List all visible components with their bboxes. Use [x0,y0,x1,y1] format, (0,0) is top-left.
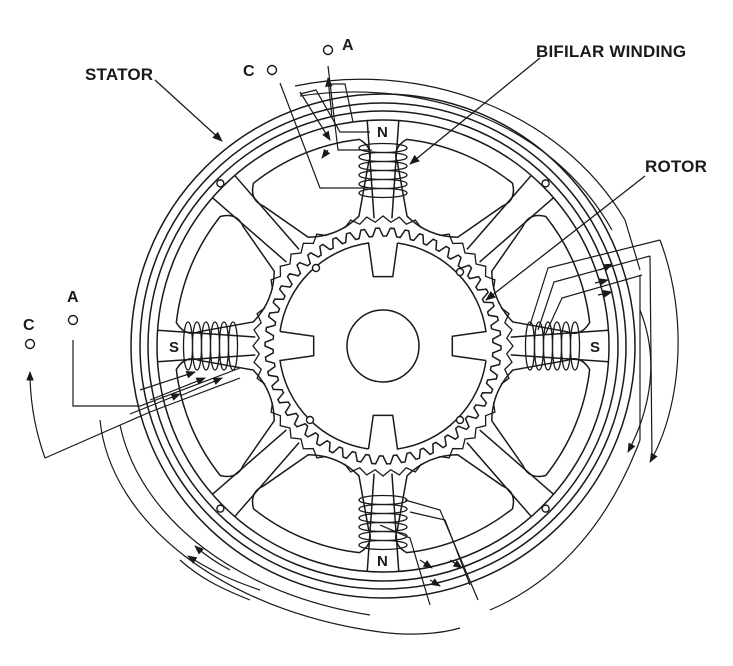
coil-turn [359,532,407,541]
stator-pole-edge [467,175,531,249]
bifilar-winding-label: BIFILAR WINDING [536,42,687,61]
rotor-shaft [347,310,419,382]
terminal-top-a-label: A [342,37,354,54]
rotor-hole [307,417,314,424]
rotor-hole [313,265,320,272]
stator-pole-edge [235,175,299,249]
coil-turn [359,144,407,153]
rotor-hole [457,269,464,276]
coil-turn [193,322,202,370]
rotor-label: ROTOR [645,157,708,176]
coil-turn [359,496,407,505]
coil-turn [562,322,571,370]
stator-hole [542,505,549,512]
stator-pole-edge [235,443,299,517]
pole-label-top: N [377,124,388,141]
rotor-teeth [265,228,501,464]
stator-pole-edge [212,430,286,494]
stator-slot [492,359,590,477]
terminal-left-c [26,340,35,349]
rotor-hole [457,417,464,424]
stator-slot [396,139,514,237]
stator-tooth-ridge [439,402,495,458]
bifilar-leader [410,58,540,164]
stator-slot [176,359,274,477]
stator-tooth-ridge [439,234,495,290]
stator-tooth-ridges [253,216,513,476]
stator-leader [155,80,222,141]
pole-label-left: S [169,339,180,356]
terminal-left-c-label: C [23,317,35,334]
terminal-top-c [268,66,277,75]
stator-pole-edge [467,443,531,517]
coil-turn [359,189,407,198]
stator-hole [217,505,224,512]
stator-tooth-ridge [271,402,327,458]
stator-pole-edge [212,198,286,262]
coil-turn [220,322,229,370]
coil-turn [184,322,193,370]
stator-slot [396,455,514,553]
return-arcs [100,79,678,634]
pole-label-right: S [590,339,601,356]
stator-slot [253,455,371,553]
coil-turn [571,322,580,370]
coil-turn [359,541,407,550]
coil-turn [359,523,407,532]
stator-hole [217,180,224,187]
stator-slot [176,216,274,334]
rotor-holes [307,265,464,424]
stator-pole-edge [158,330,256,337]
coil-turn [359,153,407,162]
coil-turn [359,162,407,171]
coil-turn [535,322,544,370]
bifilar-coils [184,144,580,550]
coil-turn [526,322,535,370]
terminal-left-a [69,316,78,325]
stator-pole-edge [480,198,554,262]
terminal-left-a-label: A [67,289,79,306]
stator-slot [492,216,590,334]
terminal-top-a [324,46,333,55]
stator-label: STATOR [85,65,154,84]
coil-turn [359,505,407,514]
stator-hole [542,180,549,187]
terminal-top-c-label: C [243,63,255,80]
coil-turn [229,322,238,370]
pole-label-bottom: N [377,553,388,570]
stator-pole-edge [480,430,554,494]
rotor [265,228,501,464]
coil-turn [359,180,407,189]
coil-turn [202,322,211,370]
stator-tooth-ridge [271,234,327,290]
